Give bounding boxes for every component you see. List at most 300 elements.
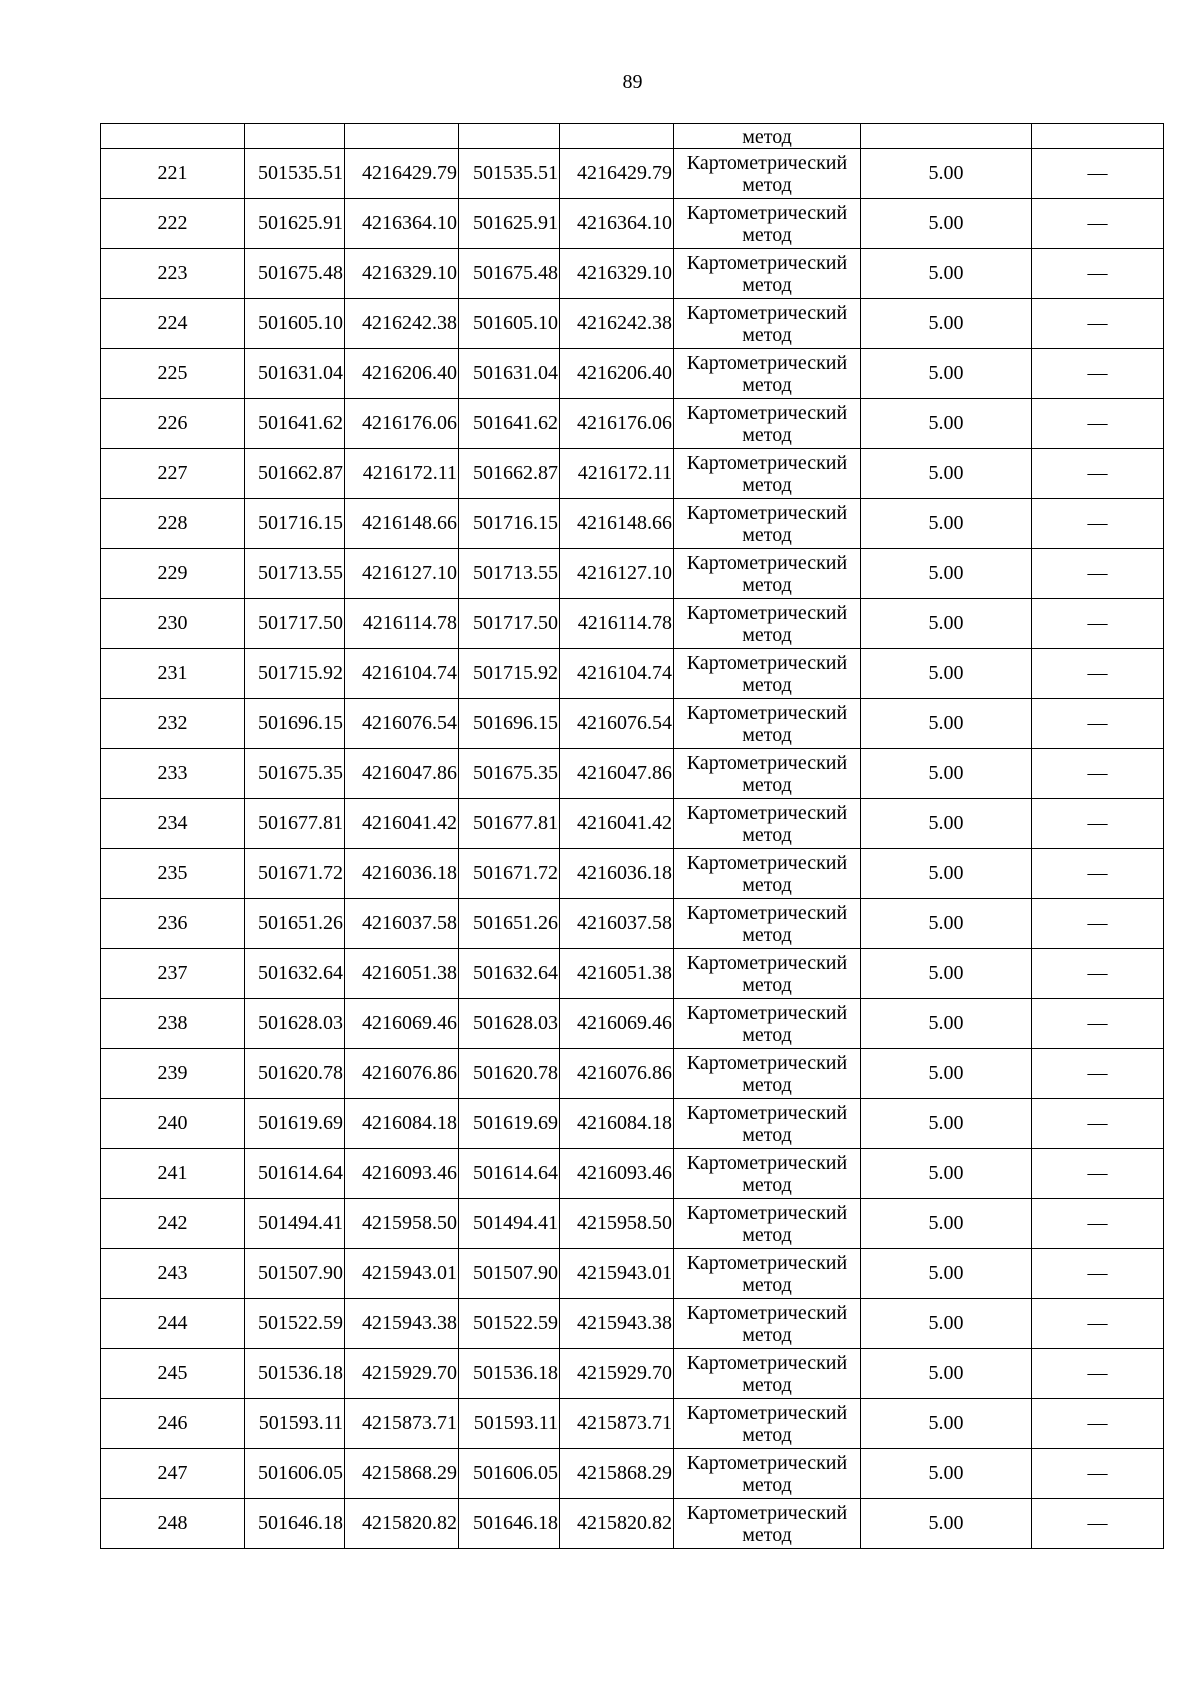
- method-line-2: метод: [742, 573, 792, 596]
- method-cell: [674, 949, 861, 999]
- y-new-cell: 4216047.86: [560, 749, 674, 799]
- y-old-cell: 4216069.46: [345, 999, 459, 1049]
- method-line-1: Картометрический: [686, 1451, 848, 1474]
- accuracy-cell: 5.00: [861, 1099, 1032, 1149]
- accuracy-cell: 5.00: [861, 1149, 1032, 1199]
- point-number-cell: 235: [101, 849, 245, 899]
- description-cell: —: [1032, 849, 1164, 899]
- method-line-1: Картометрический: [686, 801, 848, 824]
- y-old-cell: 4215868.29: [345, 1449, 459, 1499]
- y-old-cell: 4216172.11: [345, 449, 459, 499]
- accuracy-cell: 5.00: [861, 799, 1032, 849]
- method-line-2: метод: [742, 523, 792, 546]
- accuracy-cell: 5.00: [861, 1349, 1032, 1399]
- method-line-1: Картометрический: [686, 1051, 848, 1074]
- description-cell: —: [1032, 1249, 1164, 1299]
- accuracy-cell: 5.00: [861, 899, 1032, 949]
- x-old-cell: 501625.91: [245, 199, 345, 249]
- x-old-cell: 501715.92: [245, 649, 345, 699]
- description-cell: —: [1032, 699, 1164, 749]
- y-old-cell: 4216076.86: [345, 1049, 459, 1099]
- point-number-cell: 238: [101, 999, 245, 1049]
- method-line-2: метод: [742, 923, 792, 946]
- x-new-cell: 501593.11: [459, 1399, 560, 1449]
- x-new-cell: 501620.78: [459, 1049, 560, 1099]
- description-cell: —: [1032, 1049, 1164, 1099]
- method-cell: [674, 1349, 861, 1399]
- method-line-1: Картометрический: [686, 501, 848, 524]
- method-cell: [674, 749, 861, 799]
- method-line-2: метод: [742, 273, 792, 296]
- method-line-1: Картометрический: [686, 351, 848, 374]
- point-number-cell: 227: [101, 449, 245, 499]
- table-row: [101, 499, 1164, 549]
- table-row: [101, 249, 1164, 299]
- description-cell: —: [1032, 399, 1164, 449]
- method-line-2: метод: [742, 223, 792, 246]
- accuracy-cell: 5.00: [861, 1499, 1032, 1549]
- method-line-1: Картометрический: [686, 601, 848, 624]
- method-line-2: метод: [742, 1173, 792, 1196]
- y-old-cell: 4216429.79: [345, 149, 459, 199]
- description-cell: —: [1032, 949, 1164, 999]
- accuracy-cell: 5.00: [861, 1249, 1032, 1299]
- x-new-cell: 501606.05: [459, 1449, 560, 1499]
- x-new-cell: 501651.26: [459, 899, 560, 949]
- method-line-1: Картометрический: [686, 951, 848, 974]
- method-line-2: метод: [742, 1323, 792, 1346]
- point-number-cell: 245: [101, 1349, 245, 1399]
- point-number-cell: 223: [101, 249, 245, 299]
- y-new-cell: 4215929.70: [560, 1349, 674, 1399]
- x-old-cell: 501675.48: [245, 249, 345, 299]
- point-number-cell: 233: [101, 749, 245, 799]
- method-cell: [674, 399, 861, 449]
- method-line-1: Картометрический: [686, 1351, 848, 1374]
- y-old-cell: 4216364.10: [345, 199, 459, 249]
- y-new-cell: 4216127.10: [560, 549, 674, 599]
- point-number-cell: 244: [101, 1299, 245, 1349]
- x-old-cell: 501696.15: [245, 699, 345, 749]
- method-line-2: метод: [742, 1123, 792, 1146]
- table-row: [101, 1049, 1164, 1099]
- y-old-cell: 4215929.70: [345, 1349, 459, 1399]
- table-row: [101, 649, 1164, 699]
- description-cell: —: [1032, 549, 1164, 599]
- method-line-1: Картометрический: [686, 651, 848, 674]
- description-cell: —: [1032, 1499, 1164, 1549]
- description-cell: —: [1032, 1199, 1164, 1249]
- y-old-cell: 4216036.18: [345, 849, 459, 899]
- point-number-cell: 239: [101, 1049, 245, 1099]
- method-line-1: Картометрический: [686, 751, 848, 774]
- y-new-cell: 4216114.78: [560, 599, 674, 649]
- y-old-cell: 4215820.82: [345, 1499, 459, 1549]
- point-number-cell: 237: [101, 949, 245, 999]
- method-cell: [674, 1499, 861, 1549]
- method-line-1: Картометрический: [686, 701, 848, 724]
- x-old-cell: 501631.04: [245, 349, 345, 399]
- point-number-cell: 228: [101, 499, 245, 549]
- description-cell: —: [1032, 449, 1164, 499]
- point-number-cell: 248: [101, 1499, 245, 1549]
- x-new-cell: 501675.35: [459, 749, 560, 799]
- x-new-cell: 501632.64: [459, 949, 560, 999]
- accuracy-cell: 5.00: [861, 549, 1032, 599]
- method-cell: [674, 199, 861, 249]
- y-new-cell: 4215943.01: [560, 1249, 674, 1299]
- method-cell: [674, 899, 861, 949]
- table-row: [101, 749, 1164, 799]
- method-cell: [674, 549, 861, 599]
- table-body: [101, 124, 1164, 1549]
- method-line-1: Картометрический: [686, 1151, 848, 1174]
- point-number-cell: 241: [101, 1149, 245, 1199]
- method-cell: [674, 349, 861, 399]
- y-new-cell: 4216148.66: [560, 499, 674, 549]
- cell-empty: [245, 124, 345, 149]
- table-row: [101, 549, 1164, 599]
- description-cell: —: [1032, 1299, 1164, 1349]
- y-old-cell: 4216176.06: [345, 399, 459, 449]
- point-number-cell: 246: [101, 1399, 245, 1449]
- x-new-cell: 501522.59: [459, 1299, 560, 1349]
- method-line-2: метод: [742, 723, 792, 746]
- description-cell: —: [1032, 999, 1164, 1049]
- accuracy-cell: 5.00: [861, 1299, 1032, 1349]
- method-line-2: метод: [742, 1423, 792, 1446]
- method-line-2: метод: [742, 1473, 792, 1496]
- method-cell: [674, 999, 861, 1049]
- y-new-cell: 4216176.06: [560, 399, 674, 449]
- cell-empty: [101, 124, 245, 149]
- table-row: [101, 399, 1164, 449]
- method-line-1: Картометрический: [686, 551, 848, 574]
- y-old-cell: 4216242.38: [345, 299, 459, 349]
- method-cell: [674, 1399, 861, 1449]
- table-row: [101, 999, 1164, 1049]
- x-old-cell: 501675.35: [245, 749, 345, 799]
- x-old-cell: 501620.78: [245, 1049, 345, 1099]
- description-cell: —: [1032, 249, 1164, 299]
- accuracy-cell: 5.00: [861, 999, 1032, 1049]
- accuracy-cell: 5.00: [861, 349, 1032, 399]
- table-row: [101, 899, 1164, 949]
- description-cell: —: [1032, 299, 1164, 349]
- x-old-cell: 501628.03: [245, 999, 345, 1049]
- table-row: [101, 449, 1164, 499]
- description-cell: —: [1032, 649, 1164, 699]
- point-number-cell: 221: [101, 149, 245, 199]
- method-cell: [674, 1149, 861, 1199]
- method-line-1: Картометрический: [686, 901, 848, 924]
- method-cell: [674, 799, 861, 849]
- point-number-cell: 243: [101, 1249, 245, 1299]
- accuracy-cell: 5.00: [861, 649, 1032, 699]
- method-line-1: Картометрический: [686, 451, 848, 474]
- method-line-1: Картометрический: [686, 1501, 848, 1524]
- accuracy-cell: 5.00: [861, 1049, 1032, 1099]
- description-cell: —: [1032, 1149, 1164, 1199]
- y-new-cell: 4215820.82: [560, 1499, 674, 1549]
- point-number-cell: 231: [101, 649, 245, 699]
- y-new-cell: 4216076.86: [560, 1049, 674, 1099]
- x-new-cell: 501675.48: [459, 249, 560, 299]
- table-row: [101, 1099, 1164, 1149]
- method-cell: [674, 1199, 861, 1249]
- table-row: [101, 849, 1164, 899]
- point-number-cell: 229: [101, 549, 245, 599]
- method-line-2: метод: [742, 423, 792, 446]
- table-row: [101, 1449, 1164, 1499]
- method-cell: [674, 449, 861, 499]
- y-old-cell: 4216076.54: [345, 699, 459, 749]
- method-cell: [674, 1299, 861, 1349]
- method-line-1: Картометрический: [686, 1251, 848, 1274]
- point-number-cell: 224: [101, 299, 245, 349]
- table-row: [101, 1149, 1164, 1199]
- x-old-cell: 501522.59: [245, 1299, 345, 1349]
- cell-empty: [1032, 124, 1164, 149]
- description-cell: —: [1032, 1099, 1164, 1149]
- x-old-cell: 501614.64: [245, 1149, 345, 1199]
- method-line-2: метод: [742, 1273, 792, 1296]
- accuracy-cell: 5.00: [861, 749, 1032, 799]
- cell-empty: [459, 124, 560, 149]
- method-cell: [674, 299, 861, 349]
- y-old-cell: 4216329.10: [345, 249, 459, 299]
- table-row: [101, 699, 1164, 749]
- method-line-2: метод: [742, 1523, 792, 1546]
- description-cell: —: [1032, 499, 1164, 549]
- accuracy-cell: 5.00: [861, 399, 1032, 449]
- x-old-cell: 501535.51: [245, 149, 345, 199]
- accuracy-cell: 5.00: [861, 699, 1032, 749]
- x-old-cell: 501677.81: [245, 799, 345, 849]
- table-row: [101, 1499, 1164, 1549]
- method-line-2: метод: [742, 1073, 792, 1096]
- x-new-cell: 501631.04: [459, 349, 560, 399]
- y-new-cell: 4216242.38: [560, 299, 674, 349]
- point-number-cell: 234: [101, 799, 245, 849]
- table-row: [101, 949, 1164, 999]
- y-old-cell: 4216084.18: [345, 1099, 459, 1149]
- method-line-2: метод: [742, 823, 792, 846]
- method-line-1: Картометрический: [686, 251, 848, 274]
- x-new-cell: 501646.18: [459, 1499, 560, 1549]
- x-old-cell: 501716.15: [245, 499, 345, 549]
- method-tail-cell: метод: [674, 124, 861, 149]
- method-line-2: метод: [742, 1023, 792, 1046]
- cell-empty: [560, 124, 674, 149]
- x-new-cell: 501625.91: [459, 199, 560, 249]
- table-row: [101, 299, 1164, 349]
- method-line-2: метод: [742, 673, 792, 696]
- method-cell: [674, 1449, 861, 1499]
- method-line-1: Картометрический: [686, 851, 848, 874]
- method-line-2: метод: [742, 623, 792, 646]
- x-new-cell: 501494.41: [459, 1199, 560, 1249]
- y-old-cell: 4216037.58: [345, 899, 459, 949]
- method-cell: [674, 149, 861, 199]
- method-line-2: метод: [742, 173, 792, 196]
- y-old-cell: 4216206.40: [345, 349, 459, 399]
- x-new-cell: 501605.10: [459, 299, 560, 349]
- description-cell: —: [1032, 199, 1164, 249]
- y-new-cell: 4215958.50: [560, 1199, 674, 1249]
- point-number-cell: 247: [101, 1449, 245, 1499]
- method-line-2: метод: [742, 773, 792, 796]
- method-line-1: Картометрический: [686, 1301, 848, 1324]
- x-old-cell: 501717.50: [245, 599, 345, 649]
- table-row: [101, 1349, 1164, 1399]
- y-old-cell: 4216148.66: [345, 499, 459, 549]
- x-old-cell: 501646.18: [245, 1499, 345, 1549]
- y-new-cell: 4215868.29: [560, 1449, 674, 1499]
- accuracy-cell: 5.00: [861, 949, 1032, 999]
- x-old-cell: 501494.41: [245, 1199, 345, 1249]
- point-number-cell: 230: [101, 599, 245, 649]
- table-row: [101, 1299, 1164, 1349]
- x-new-cell: 501677.81: [459, 799, 560, 849]
- method-line-1: Картометрический: [686, 401, 848, 424]
- table-row: [101, 1199, 1164, 1249]
- accuracy-cell: 5.00: [861, 1399, 1032, 1449]
- x-new-cell: 501662.87: [459, 449, 560, 499]
- x-new-cell: 501614.64: [459, 1149, 560, 1199]
- cell-empty: [861, 124, 1032, 149]
- x-old-cell: 501619.69: [245, 1099, 345, 1149]
- x-new-cell: 501717.50: [459, 599, 560, 649]
- accuracy-cell: 5.00: [861, 149, 1032, 199]
- table-row: [101, 199, 1164, 249]
- y-old-cell: 4215958.50: [345, 1199, 459, 1249]
- description-cell: —: [1032, 1399, 1164, 1449]
- description-cell: —: [1032, 799, 1164, 849]
- y-old-cell: 4216127.10: [345, 549, 459, 599]
- x-old-cell: 501507.90: [245, 1249, 345, 1299]
- y-old-cell: 4215943.01: [345, 1249, 459, 1299]
- method-cell: [674, 1049, 861, 1099]
- x-new-cell: 501713.55: [459, 549, 560, 599]
- method-line-2: метод: [742, 323, 792, 346]
- method-line-2: метод: [742, 1223, 792, 1246]
- table-row: [101, 599, 1164, 649]
- point-number-cell: 236: [101, 899, 245, 949]
- accuracy-cell: 5.00: [861, 599, 1032, 649]
- method-cell: [674, 699, 861, 749]
- x-old-cell: 501632.64: [245, 949, 345, 999]
- point-number-cell: 225: [101, 349, 245, 399]
- accuracy-cell: 5.00: [861, 1199, 1032, 1249]
- y-old-cell: 4216041.42: [345, 799, 459, 849]
- accuracy-cell: 5.00: [861, 449, 1032, 499]
- method-line-1: Картометрический: [686, 1401, 848, 1424]
- y-old-cell: 4216047.86: [345, 749, 459, 799]
- y-old-cell: 4215873.71: [345, 1399, 459, 1449]
- x-old-cell: 501605.10: [245, 299, 345, 349]
- method-cell: [674, 599, 861, 649]
- accuracy-cell: 5.00: [861, 1449, 1032, 1499]
- method-cell: [674, 849, 861, 899]
- cell-empty: [345, 124, 459, 149]
- coordinates-table: [100, 123, 1164, 1549]
- method-line-2: метод: [742, 473, 792, 496]
- x-new-cell: 501671.72: [459, 849, 560, 899]
- x-new-cell: 501641.62: [459, 399, 560, 449]
- method-cell: [674, 249, 861, 299]
- x-new-cell: 501696.15: [459, 699, 560, 749]
- method-line-2: метод: [742, 973, 792, 996]
- x-new-cell: 501507.90: [459, 1249, 560, 1299]
- y-old-cell: 4215943.38: [345, 1299, 459, 1349]
- y-old-cell: 4216093.46: [345, 1149, 459, 1199]
- x-new-cell: 501715.92: [459, 649, 560, 699]
- description-cell: —: [1032, 599, 1164, 649]
- x-new-cell: 501535.51: [459, 149, 560, 199]
- y-old-cell: 4216114.78: [345, 599, 459, 649]
- description-cell: —: [1032, 749, 1164, 799]
- y-new-cell: 4216037.58: [560, 899, 674, 949]
- y-new-cell: 4216329.10: [560, 249, 674, 299]
- method-line-2: метод: [742, 873, 792, 896]
- x-new-cell: 501628.03: [459, 999, 560, 1049]
- y-new-cell: 4216172.11: [560, 449, 674, 499]
- accuracy-cell: 5.00: [861, 249, 1032, 299]
- x-old-cell: 501651.26: [245, 899, 345, 949]
- method-cell: [674, 1099, 861, 1149]
- method-cell: [674, 649, 861, 699]
- x-old-cell: 501662.87: [245, 449, 345, 499]
- method-line-2: метод: [742, 1373, 792, 1396]
- table-row: [101, 799, 1164, 849]
- point-number-cell: 226: [101, 399, 245, 449]
- page-number: 89: [622, 71, 643, 93]
- x-old-cell: 501713.55: [245, 549, 345, 599]
- x-new-cell: 501716.15: [459, 499, 560, 549]
- method-line-1: Картометрический: [686, 201, 848, 224]
- accuracy-cell: 5.00: [861, 499, 1032, 549]
- y-new-cell: 4216429.79: [560, 149, 674, 199]
- y-old-cell: 4216051.38: [345, 949, 459, 999]
- y-new-cell: 4216036.18: [560, 849, 674, 899]
- accuracy-cell: 5.00: [861, 199, 1032, 249]
- x-old-cell: 501641.62: [245, 399, 345, 449]
- y-new-cell: 4216076.54: [560, 699, 674, 749]
- description-cell: —: [1032, 899, 1164, 949]
- method-line-1: Картометрический: [686, 1201, 848, 1224]
- table-row: [101, 349, 1164, 399]
- accuracy-cell: 5.00: [861, 299, 1032, 349]
- point-number-cell: 240: [101, 1099, 245, 1149]
- description-cell: —: [1032, 1349, 1164, 1399]
- y-new-cell: 4216364.10: [560, 199, 674, 249]
- x-old-cell: 501606.05: [245, 1449, 345, 1499]
- y-old-cell: 4216104.74: [345, 649, 459, 699]
- y-new-cell: 4216041.42: [560, 799, 674, 849]
- x-new-cell: 501619.69: [459, 1099, 560, 1149]
- accuracy-cell: 5.00: [861, 849, 1032, 899]
- description-cell: —: [1032, 349, 1164, 399]
- table-row: [101, 1249, 1164, 1299]
- description-cell: —: [1032, 149, 1164, 199]
- point-number-cell: 242: [101, 1199, 245, 1249]
- y-new-cell: 4216069.46: [560, 999, 674, 1049]
- point-number-cell: 222: [101, 199, 245, 249]
- method-cell: [674, 1249, 861, 1299]
- point-number-cell: 232: [101, 699, 245, 749]
- y-new-cell: 4215873.71: [560, 1399, 674, 1449]
